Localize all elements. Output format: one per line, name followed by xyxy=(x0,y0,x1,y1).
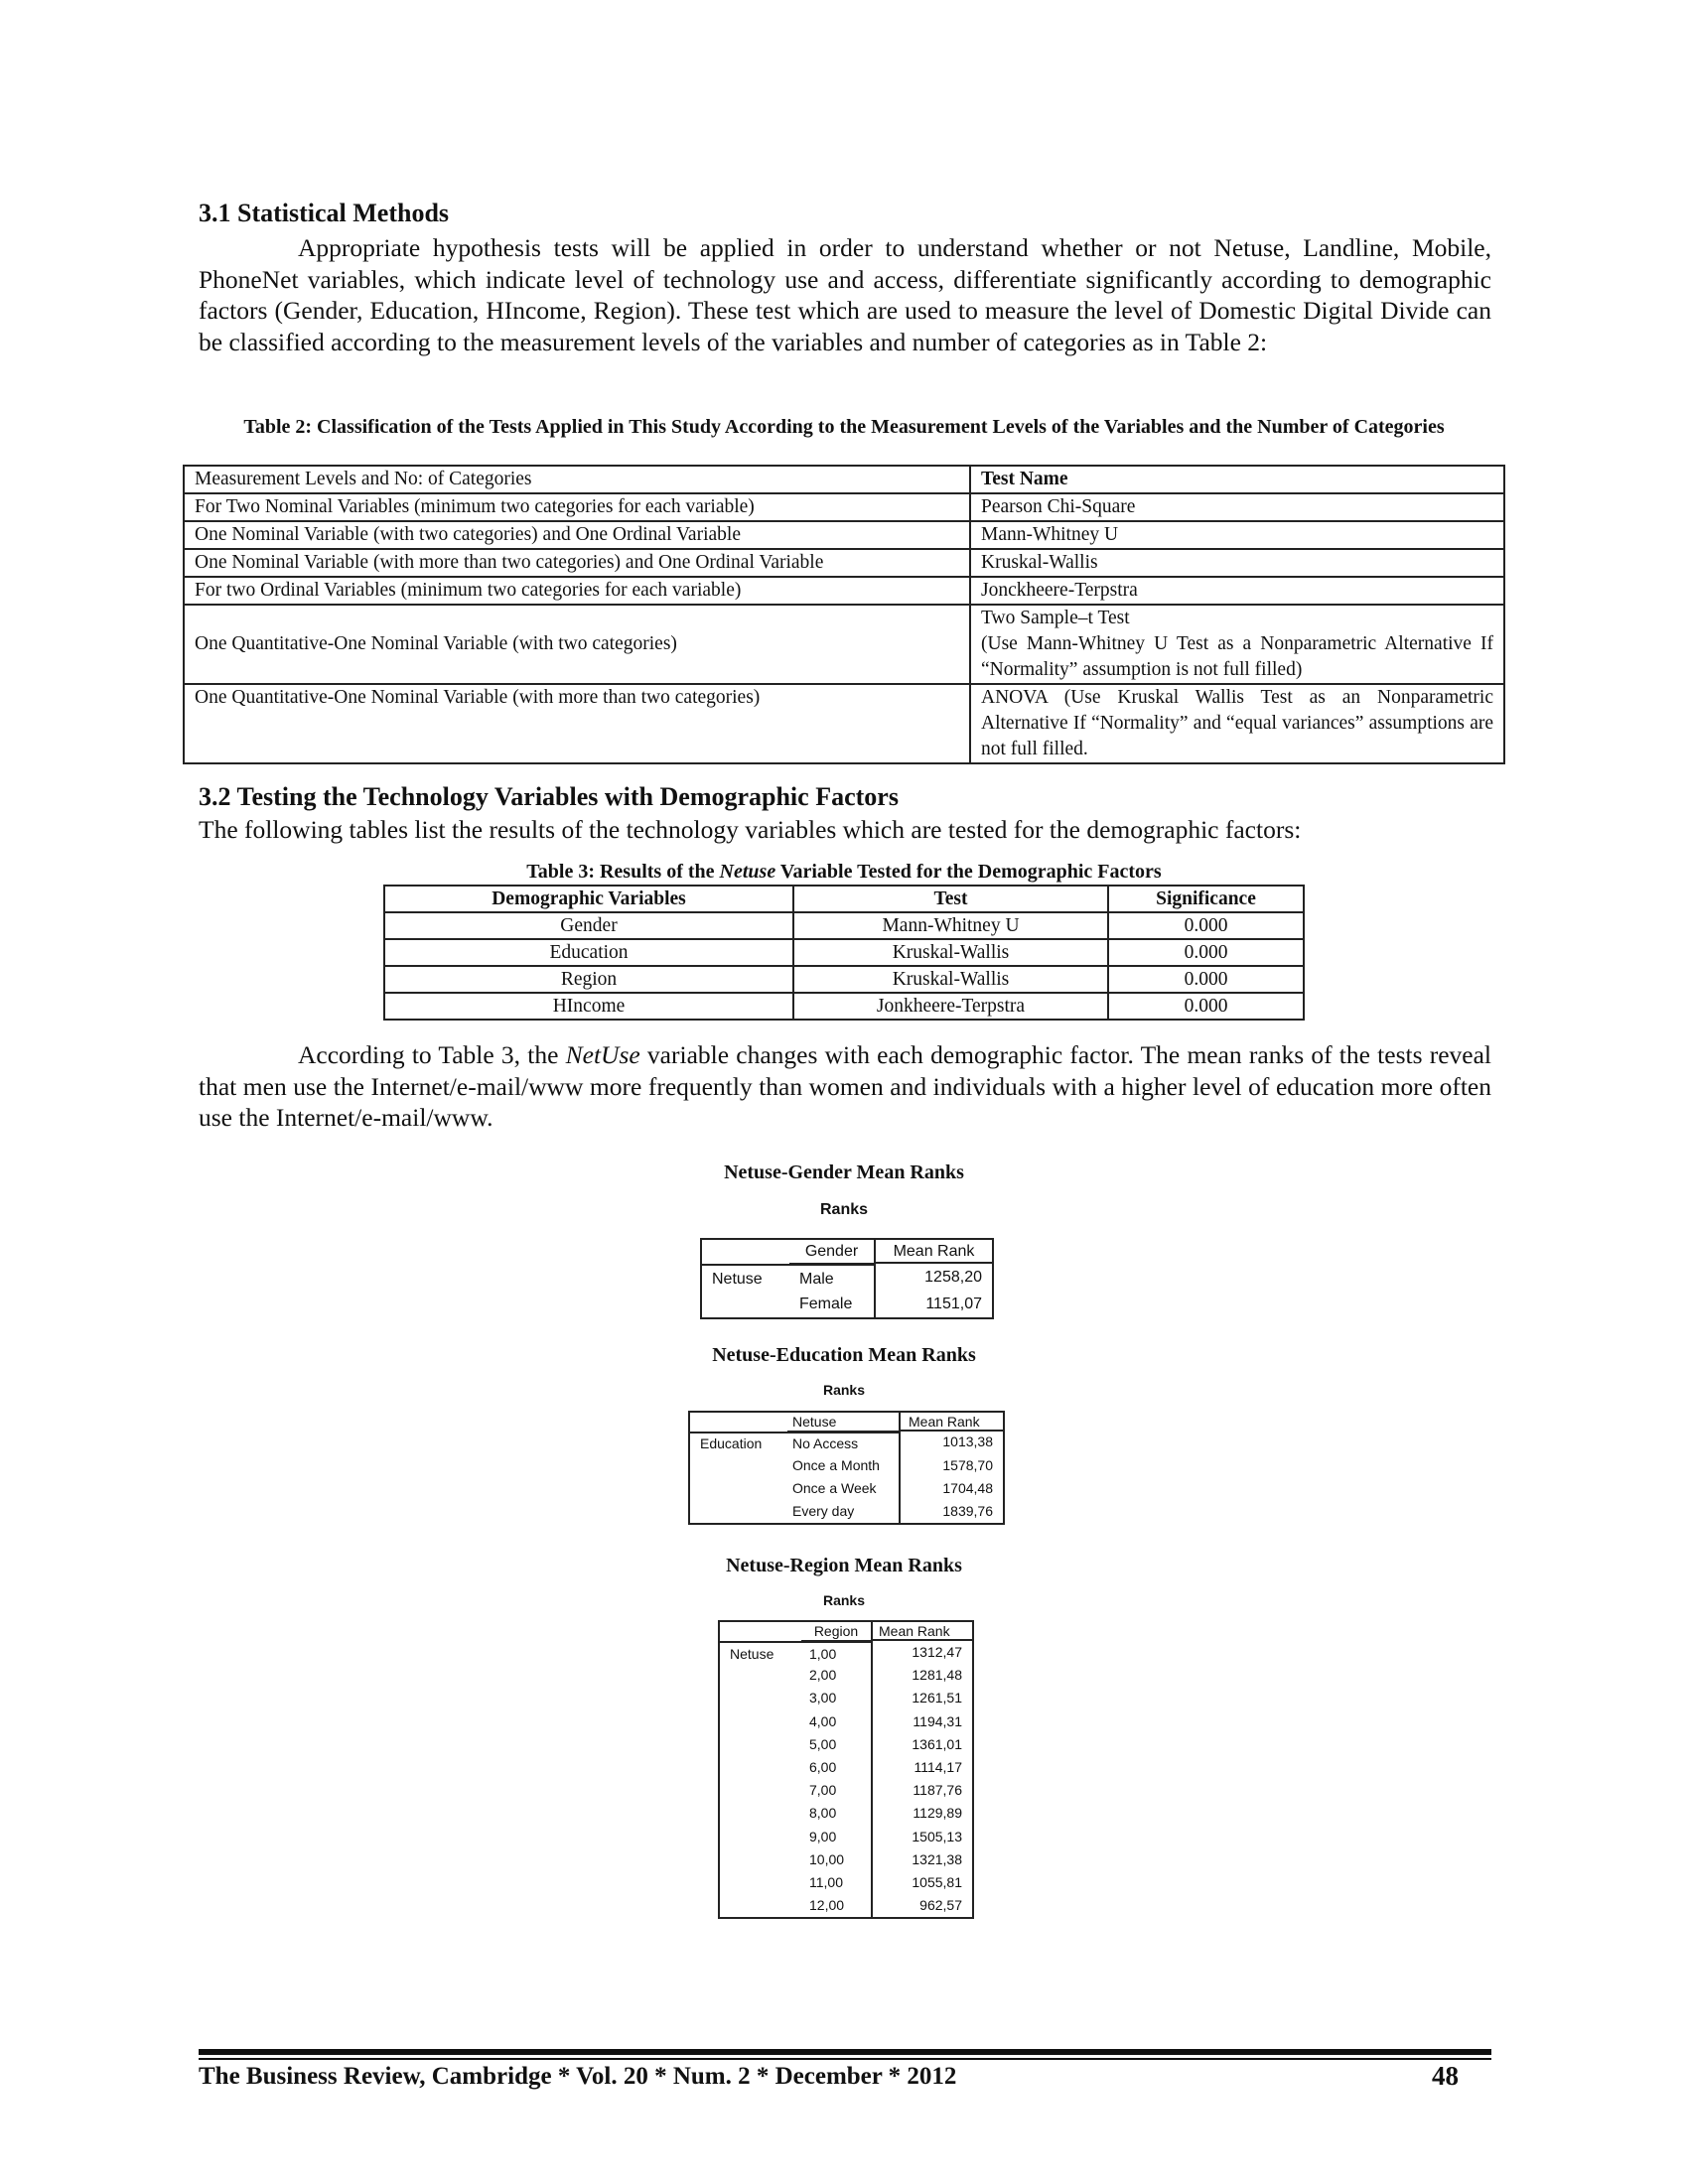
table-cell: 1321,38 xyxy=(871,1848,972,1871)
table-cell xyxy=(720,1802,801,1825)
table-cell: 1013,38 xyxy=(899,1432,1003,1454)
table-cell xyxy=(720,1756,801,1779)
table-cell: 0.000 xyxy=(1108,993,1304,1020)
table-header-cell: Measurement Levels and No: of Categories xyxy=(184,466,970,493)
table-cell: 1261,51 xyxy=(871,1687,972,1709)
table-cell: Pearson Chi-Square xyxy=(970,493,1504,521)
table-row xyxy=(184,493,1504,521)
footer-rule xyxy=(199,2049,1491,2055)
table-cell: 1281,48 xyxy=(871,1664,972,1687)
table-cell: For Two Nominal Variables (minimum two categories for each variable) xyxy=(184,493,970,521)
table-cell xyxy=(970,605,1504,684)
table-cell xyxy=(690,1477,787,1500)
region-rows xyxy=(720,1641,972,1917)
table-header-cell: Test Name xyxy=(970,466,1504,493)
table-cell: 1194,31 xyxy=(871,1710,972,1733)
table-cell xyxy=(690,1454,787,1477)
table-row xyxy=(720,1687,972,1709)
table-row xyxy=(384,886,1304,912)
table-row xyxy=(184,549,1504,577)
gender-ranks-table xyxy=(700,1238,994,1319)
test-name-note: (Use Mann-Whitney U Test as a Nonparametric Alternative If “Normality” assumption is not full filled) xyxy=(981,633,1493,680)
table-cell: Gender xyxy=(384,912,793,939)
table-cell: 12,00 xyxy=(809,1897,845,1914)
education-ranks-title: Netuse-Education Mean Ranks xyxy=(712,1344,976,1366)
table-cell xyxy=(690,1500,787,1523)
table-header-cell: Region xyxy=(801,1622,871,1641)
table-cell: HIncome xyxy=(384,993,793,1020)
table-cell: 1312,47 xyxy=(871,1641,972,1664)
table-row xyxy=(720,1756,972,1779)
table-cell: 10,00 xyxy=(809,1850,845,1867)
table-cell: 0.000 xyxy=(1108,912,1304,939)
table-row xyxy=(720,1802,972,1825)
table-cell xyxy=(720,1779,801,1802)
table-row xyxy=(184,605,1504,684)
table-row-label: Netuse xyxy=(720,1641,801,1664)
table-row xyxy=(702,1264,992,1291)
table-cell: 1055,81 xyxy=(871,1871,972,1894)
table-row xyxy=(702,1240,992,1264)
section-3-1-paragraph: Appropriate hypothesis tests will be applied in order to understand whether or not Netuse, Landline, Mobile, PhoneNet variables, which indicate level of technology use and access, differentiate significantly according to demographic factors (Gender, Education, HIncome, Region). These test which are used to measure the level of Domestic Digital Divide can be classified according to the measurement levels of the variables and number of categories as in Table 2: xyxy=(199,233,1491,356)
paragraph-variable: NetUse xyxy=(565,1040,640,1069)
education-ranks-table xyxy=(688,1411,1005,1525)
table-cell: Once a Month xyxy=(792,1457,880,1473)
table-row xyxy=(720,1826,972,1848)
table-cell: 1361,01 xyxy=(871,1733,972,1756)
table-cell: 1578,70 xyxy=(899,1454,1003,1477)
table-cell xyxy=(720,1848,801,1871)
table-row xyxy=(184,466,1504,493)
table-cell: 0.000 xyxy=(1108,939,1304,966)
table-cell: 2,00 xyxy=(809,1667,837,1684)
table-cell: 1,00 xyxy=(801,1641,871,1664)
table-cell: Female xyxy=(799,1296,853,1312)
table-cell: Kruskal-Wallis xyxy=(970,549,1504,577)
table-2 xyxy=(183,465,1505,764)
paragraph-text: According to Table 3, the xyxy=(298,1040,566,1069)
table-cell xyxy=(720,1826,801,1848)
table-cell xyxy=(720,1622,801,1641)
table-3-caption xyxy=(383,860,1305,885)
table-header-cell: Significance xyxy=(1108,886,1304,912)
table-cell xyxy=(702,1291,789,1317)
table-row xyxy=(690,1477,1003,1500)
table-cell: 1704,48 xyxy=(899,1477,1003,1500)
footer-journal: The Business Review, Cambridge * Vol. 20 * Num. 2 * December * 2012 xyxy=(199,2063,957,2090)
table-cell: Kruskal-Wallis xyxy=(793,939,1108,966)
table-cell: Mann-Whitney U xyxy=(793,912,1108,939)
test-name-line: Two Sample–t Test xyxy=(981,608,1130,628)
table-row xyxy=(690,1432,1003,1454)
table-cell: Once a Week xyxy=(792,1480,877,1496)
table-cell: 5,00 xyxy=(809,1735,837,1752)
table-cell xyxy=(702,1240,789,1264)
table-cell: 4,00 xyxy=(809,1712,837,1729)
table-cell: One Nominal Variable (with two categories) and One Ordinal Variable xyxy=(184,521,970,549)
table-row xyxy=(184,684,1504,763)
table-row xyxy=(720,1641,972,1664)
table-row xyxy=(720,1710,972,1733)
table-cell: Mann-Whitney U xyxy=(970,521,1504,549)
page-number: 48 xyxy=(1432,2061,1459,2091)
table-header-cell: Gender xyxy=(789,1240,874,1264)
table-row xyxy=(720,1664,972,1687)
gender-ranks-subtitle: Ranks xyxy=(819,1201,869,1218)
caption-variable: Netuse xyxy=(719,861,776,883)
table-cell: One Quantitative-One Nominal Variable (with two categories) xyxy=(184,605,970,684)
table-cell: 0.000 xyxy=(1108,966,1304,993)
education-ranks-subtitle: Ranks xyxy=(822,1382,866,1398)
table-cell: One Quantitative-One Nominal Variable (with more than two categories) xyxy=(184,684,970,763)
table-cell: 1258,20 xyxy=(874,1264,992,1291)
section-heading-3-2: 3.2 Testing the Technology Variables with Demographic Factors xyxy=(199,782,899,811)
table-header-cell: Mean Rank xyxy=(899,1413,1003,1432)
caption-text: Table 3: Results of the xyxy=(526,861,720,883)
table-cell xyxy=(720,1871,801,1894)
table-cell: Jonkheere-Terpstra xyxy=(793,993,1108,1020)
section-heading-3-1: 3.1 Statistical Methods xyxy=(199,199,450,227)
table-cell: Kruskal-Wallis xyxy=(793,966,1108,993)
table-cell xyxy=(720,1664,801,1687)
region-ranks-title: Netuse-Region Mean Ranks xyxy=(726,1555,962,1576)
table-cell: Education xyxy=(384,939,793,966)
table-row xyxy=(720,1871,972,1894)
table-cell: 3,00 xyxy=(809,1690,837,1706)
table-cell xyxy=(690,1413,787,1432)
table-cell: Jonckheere-Terpstra xyxy=(970,577,1504,605)
table-header-cell: Mean Rank xyxy=(871,1622,972,1641)
table-cell: One Nominal Variable (with more than two categories) and One Ordinal Variable xyxy=(184,549,970,577)
table-cell: 1151,07 xyxy=(874,1291,992,1317)
table-cell: 11,00 xyxy=(809,1873,843,1890)
table-row xyxy=(184,577,1504,605)
caption-text: Variable Tested for the Demographic Factors xyxy=(775,861,1162,883)
table-cell: 1839,76 xyxy=(899,1500,1003,1523)
table-header-cell: Netuse xyxy=(787,1413,899,1432)
footer-rule xyxy=(199,2058,1491,2060)
table-row xyxy=(384,939,1304,966)
table-row xyxy=(720,1894,972,1917)
region-ranks-table xyxy=(718,1620,974,1919)
table-cell xyxy=(720,1894,801,1917)
table-row xyxy=(690,1500,1003,1523)
table-cell: 1114,17 xyxy=(871,1756,972,1779)
table-row xyxy=(720,1622,972,1641)
table-header-cell: Demographic Variables xyxy=(384,886,793,912)
table-cell: For two Ordinal Variables (minimum two categories for each variable) xyxy=(184,577,970,605)
table-row xyxy=(184,521,1504,549)
gender-ranks-title: Netuse-Gender Mean Ranks xyxy=(724,1161,964,1183)
table-header-cell: Mean Rank xyxy=(874,1240,992,1264)
table-2-caption: Table 2: Classification of the Tests Applied in This Study According to the Measurement Levels of the Variables and the Number of Categories xyxy=(243,416,1445,438)
table-cell: Every day xyxy=(792,1503,855,1519)
table-cell: 1187,76 xyxy=(871,1779,972,1802)
table-cell: 1505,13 xyxy=(871,1826,972,1848)
table-row-label: Netuse xyxy=(702,1264,789,1291)
table-row xyxy=(384,993,1304,1020)
table-cell: No Access xyxy=(787,1432,899,1454)
table-row xyxy=(690,1413,1003,1432)
table-row xyxy=(384,912,1304,939)
table-cell xyxy=(720,1710,801,1733)
table-cell: 9,00 xyxy=(809,1828,837,1844)
table-3 xyxy=(383,885,1305,1021)
table-header-cell: Test xyxy=(793,886,1108,912)
table-cell: ANOVA (Use Kruskal Wallis Test as an Nonparametric Alternative If “Normality” and “equal variances” assumptions are not full filled. xyxy=(970,684,1504,763)
table-row xyxy=(690,1454,1003,1477)
region-ranks-subtitle: Ranks xyxy=(822,1592,866,1608)
table-cell: 962,57 xyxy=(871,1894,972,1917)
table-cell: Region xyxy=(384,966,793,993)
table-cell: 1129,89 xyxy=(871,1802,972,1825)
table-3-discussion-paragraph xyxy=(199,1039,1491,1134)
table-row xyxy=(720,1733,972,1756)
table-cell xyxy=(720,1687,801,1709)
table-row xyxy=(720,1779,972,1802)
table-cell xyxy=(720,1733,801,1756)
table-row xyxy=(384,966,1304,993)
table-cell: Male xyxy=(789,1264,874,1291)
table-row xyxy=(720,1848,972,1871)
paragraph-text: variable changes with each demographic factor. The mean ranks of the tests reveal that men use the Internet/e-mail/www more frequently than women and individuals with a higher level of education more often use the Internet/e-mail/www. xyxy=(199,1040,1492,1132)
table-cell: 6,00 xyxy=(809,1758,837,1775)
table-row xyxy=(702,1291,992,1317)
table-row-label: Education xyxy=(690,1432,787,1454)
table-cell: 8,00 xyxy=(809,1805,837,1822)
table-cell: 7,00 xyxy=(809,1782,837,1799)
section-3-2-intro: The following tables list the results of the technology variables which are tested for the demographic factors: xyxy=(199,815,1302,844)
